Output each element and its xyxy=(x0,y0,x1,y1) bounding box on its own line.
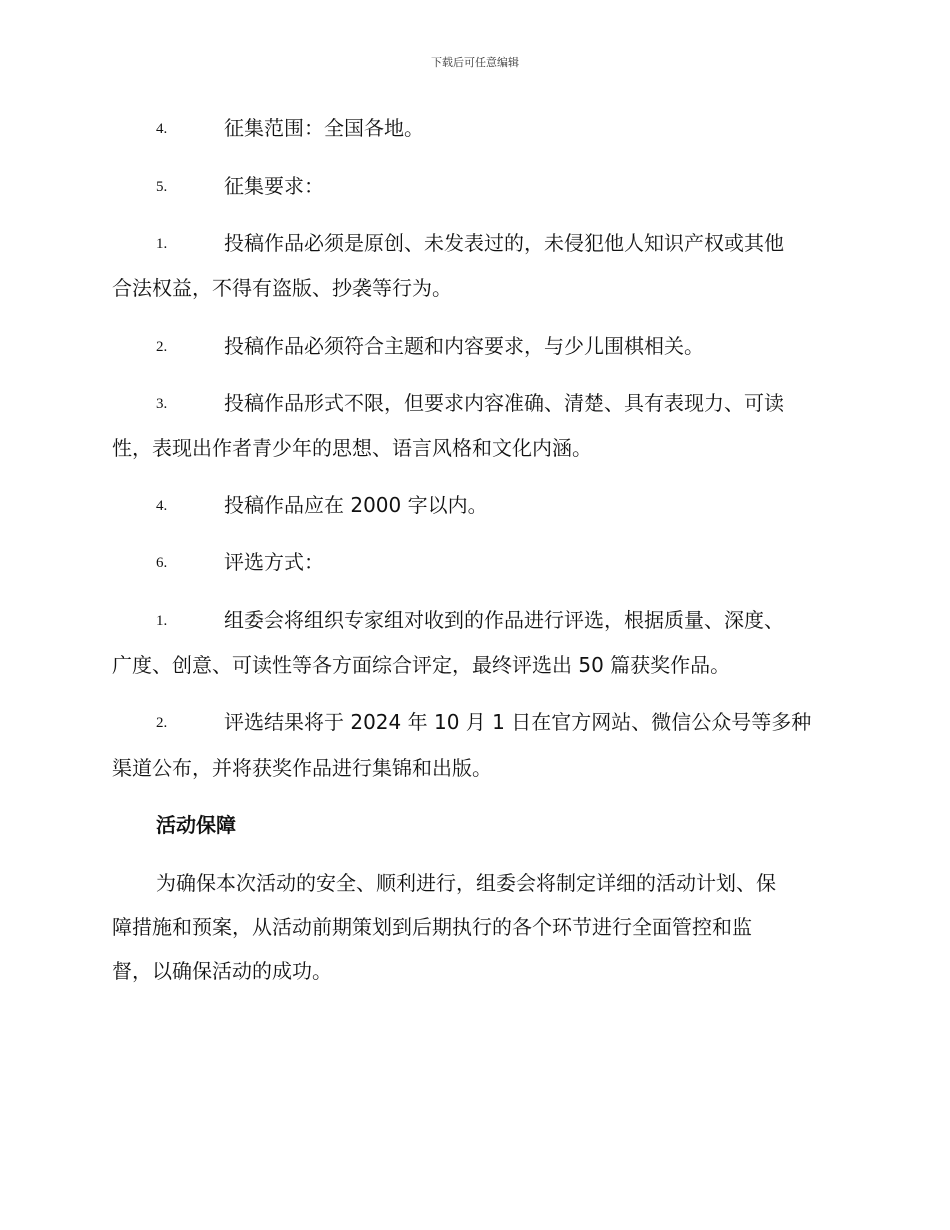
list-item-text: 投稿作品必须是原创、未发表过的，未侵犯他人知识产权或其他 xyxy=(224,231,784,255)
page-header: 下载后可任意编辑 xyxy=(431,56,519,69)
list-number: 1. xyxy=(156,613,168,629)
paragraph-line: 督，以确保活动的成功。 xyxy=(112,959,332,983)
list-item-continuation: 合法权益，不得有盗版、抄袭等行为。 xyxy=(112,276,452,300)
list-number: 1. xyxy=(156,236,168,252)
list-item-continuation: 性，表现出作者青少年的思想、语言风格和文化内涵。 xyxy=(112,436,592,460)
list-item-continuation: 广度、创意、可读性等各方面综合评定，最终评选出 50 篇获奖作品。 xyxy=(112,653,731,677)
list-number: 3. xyxy=(156,396,168,412)
list-number: 4. xyxy=(156,498,168,514)
list-item-text: 投稿作品应在 2000 字以内。 xyxy=(224,493,488,517)
list-item-text: 投稿作品形式不限，但要求内容准确、清楚、具有表现力、可读 xyxy=(224,391,784,415)
list-item-text: 征集要求： xyxy=(224,174,324,198)
list-item-text: 组委会将组织专家组对收到的作品进行评选，根据质量、深度、 xyxy=(224,608,784,632)
list-number: 6. xyxy=(156,555,168,571)
list-number: 2. xyxy=(156,339,168,355)
list-number: 2. xyxy=(156,715,168,731)
list-item-continuation: 渠道公布，并将获奖作品进行集锦和出版。 xyxy=(112,756,492,780)
list-item-text: 投稿作品必须符合主题和内容要求，与少儿围棋相关。 xyxy=(224,334,704,358)
paragraph-line: 障措施和预案，从活动前期策划到后期执行的各个环节进行全面管控和监 xyxy=(112,915,752,939)
list-item-text: 征集范围：全国各地。 xyxy=(224,116,424,140)
list-item-text: 评选结果将于 2024 年 10 月 1 日在官方网站、微信公众号等多种 xyxy=(224,710,812,734)
list-number: 5. xyxy=(156,179,168,195)
paragraph-line: 为确保本次活动的安全、顺利进行，组委会将制定详细的活动计划、保 xyxy=(156,871,776,895)
section-heading: 活动保障 xyxy=(156,813,236,837)
list-item-text: 评选方式： xyxy=(224,550,324,574)
list-number: 4. xyxy=(156,121,168,137)
